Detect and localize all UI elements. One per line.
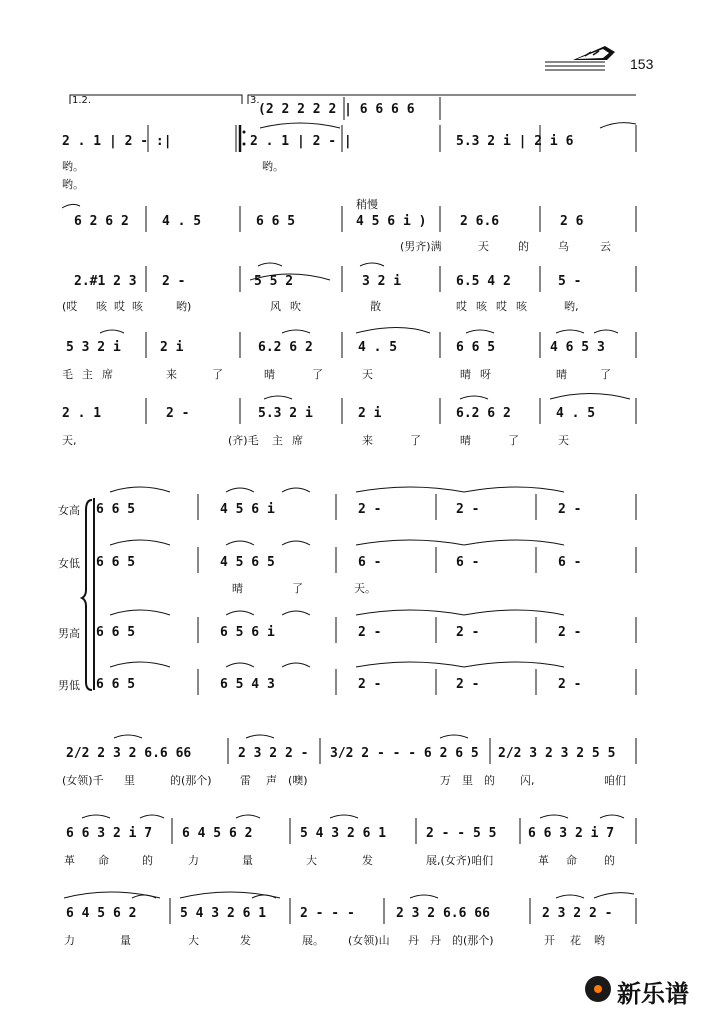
lyric-row-4-4: 来	[166, 368, 177, 381]
lyric-row-3-6: 风	[270, 300, 281, 313]
notes-row-8-m3: 2 - - -	[300, 906, 355, 921]
notes-row-1-m2: 2 . 1 | 2 - |	[250, 134, 352, 149]
lyric-row-6-10: 闪,	[520, 774, 535, 787]
lyric-row-6-8: 里	[462, 774, 473, 787]
watermark-text: 新乐谱	[617, 980, 689, 1008]
notes-row-2-m6: 2 6	[560, 214, 584, 229]
lyric-row-3-13: 哟,	[564, 300, 579, 313]
notes-row-8-m5: 2 3 2 2 -	[542, 906, 613, 921]
notes-row-6-m3: 3/2 2 - - - 6 2 6 5	[330, 746, 479, 761]
choir-alto-m4: 6 -	[456, 555, 480, 570]
notes-row-5-m1: 2 . 1	[62, 406, 102, 421]
watermark-logo	[585, 972, 705, 1006]
notes-row-4-m1: 5 3 2 i	[66, 340, 121, 355]
lyric-row-4-1: 毛	[62, 368, 73, 381]
choir-lyric-2: 了	[292, 582, 303, 595]
lyric-row-3-9: 哎	[456, 300, 467, 313]
choir-soprano-m3: 2 -	[358, 502, 382, 517]
notes-row-3-m5: 6.5 4 2	[456, 274, 511, 289]
lyric-row-8-8: 丹	[430, 934, 441, 947]
lyric-row-3-4: 咳	[132, 300, 143, 313]
lyric-row-5-9: 天	[558, 434, 569, 447]
choir-alto-m3: 6 -	[358, 555, 382, 570]
choir-soprano-m2: 4 5 6 i	[220, 502, 275, 517]
lyric-row-8-11: 花	[570, 934, 581, 947]
lyric-row-8-5: 展。	[302, 934, 324, 947]
lyric-row-8-10: 开	[544, 934, 555, 947]
lyric-row-3-7: 吹	[290, 300, 301, 313]
lyric-row-3-10: 咳	[476, 300, 487, 313]
choir-bass-m5: 2 -	[558, 677, 582, 692]
lyric-row-5-7: 晴	[460, 434, 471, 447]
choir-tenor-m5: 2 -	[558, 625, 582, 640]
voice-label-bass: 男低	[58, 679, 80, 692]
lyric-row-4-8: 天	[362, 368, 373, 381]
notes-row-2-m5: 2 6.6	[460, 214, 500, 229]
choir-alto-m5: 6 -	[558, 555, 582, 570]
notes-row-7-m4: 2 - - 5 5	[426, 826, 497, 841]
choir-tenor-m2: 6 5 6 i	[220, 625, 275, 640]
lyric-row-8-1: 力	[64, 934, 75, 947]
lyric-row-2-2: 天	[478, 240, 489, 253]
notes-row-4-m5: 6 6 5	[456, 340, 496, 355]
lyric-row-8-3: 大	[188, 934, 199, 947]
notes-row-3-m3: 5 5 2	[254, 274, 294, 289]
lyric-row-7-1: 革	[64, 854, 75, 867]
lyric-row-1-a: 哟。	[62, 160, 84, 173]
lyric-row-4-5: 了	[212, 368, 223, 381]
lyric-row-3-8: 散	[370, 300, 381, 313]
notes-row-4-m3: 6.2 6 2	[258, 340, 313, 355]
notes-row-6-m4: 2/2 3 2 3 2 5 5	[498, 746, 616, 761]
lyric-row-6-4: 雷	[240, 774, 251, 787]
lyric-row-6-5: 声	[266, 774, 277, 787]
choir-alto-m1: 6 6 5	[96, 555, 136, 570]
notes-row-1-pickup: (2 2 2 2 2 | 6 6 6 6	[258, 102, 415, 117]
notes-row-8-m4: 2 3 2 6.6 66	[396, 906, 490, 921]
lyric-row-7-11: 的	[604, 854, 615, 867]
notes-row-7-m2: 6 4 5 6 2	[182, 826, 253, 841]
choir-soprano-m1: 6 6 5	[96, 502, 136, 517]
lyric-row-2-1: (男齐)满	[400, 240, 442, 253]
notes-row-7-m5: 6 6 3 2 i 7	[528, 826, 615, 841]
page-number: 153	[630, 56, 654, 72]
choir-lyric-3: 天。	[354, 582, 376, 595]
lyric-row-1-b: 哟。	[262, 160, 284, 173]
notes-row-6-m2: 2 3 2 2 -	[238, 746, 309, 761]
choir-bass-m4: 2 -	[456, 677, 480, 692]
notes-row-5-m6: 4 . 5	[556, 406, 596, 421]
choir-tenor-m1: 6 6 5	[96, 625, 136, 640]
lyric-row-3-12: 咳	[516, 300, 527, 313]
notes-row-5-m2: 2 -	[166, 406, 190, 421]
lyric-row-7-5: 量	[242, 854, 253, 867]
choir-lyric-1: 晴	[232, 582, 243, 595]
lyric-row-6-1: (女领)千	[62, 774, 104, 787]
lyric-row-4-11: 晴	[556, 368, 567, 381]
choir-tenor-m4: 2 -	[456, 625, 480, 640]
notes-row-1-m3: 5.3 2 i | 2 i 6	[456, 134, 574, 149]
lyric-row-2-3: 的	[518, 240, 529, 253]
lyric-row-5-6: 了	[410, 434, 421, 447]
notes-row-3-m6: 5 -	[558, 274, 582, 289]
lyric-row-5-5: 来	[362, 434, 373, 447]
notes-row-5-m4: 2 i	[358, 406, 382, 421]
lyric-row-4-7: 了	[312, 368, 323, 381]
tempo-mark: 稍慢	[356, 198, 378, 211]
first-ending-label: 1.2.	[72, 95, 92, 106]
lyric-row-7-4: 力	[188, 854, 199, 867]
lyric-row-7-6: 大	[306, 854, 317, 867]
lyric-row-4-2: 主	[82, 368, 93, 381]
lyric-row-7-8: 展,(女齐)咱们	[426, 854, 494, 867]
choir-alto-m2: 4 5 6 5	[220, 555, 275, 570]
lyric-row-3-2: 咳	[96, 300, 107, 313]
voice-label-soprano: 女高	[58, 504, 80, 517]
lyric-row-7-3: 的	[142, 854, 153, 867]
lyric-row-6-7: 万	[440, 774, 451, 787]
lyric-row-4-6: 晴	[264, 368, 275, 381]
lyric-row-7-9: 革	[538, 854, 549, 867]
lyric-row-3-5: 哟)	[176, 300, 192, 313]
lyric-row-7-7: 发	[362, 854, 373, 867]
notes-row-4-m2: 2 i	[160, 340, 184, 355]
lyric-row-3-1: (哎	[62, 300, 78, 313]
lyric-row-6-11: 咱们	[604, 774, 626, 787]
lyric-row-8-6: (女领)山	[348, 934, 390, 947]
notes-row-5-m5: 6.2 6 2	[456, 406, 511, 421]
notes-row-4-m4: 4 . 5	[358, 340, 398, 355]
lyric-row-6-9: 的	[484, 774, 495, 787]
lyric-row-8-9: 的(那个)	[452, 934, 494, 947]
lyric-row-4-9: 晴	[460, 368, 471, 381]
lyric-row-5-1: 天,	[62, 434, 77, 447]
lyric-row-5-4: 席	[292, 434, 303, 447]
lyric-row-8-4: 发	[240, 934, 251, 947]
notes-row-1-m1: 2 . 1 | 2 - :|	[62, 134, 172, 149]
lyric-row-8-12: 哟	[594, 934, 605, 947]
vinyl-disc-icon	[585, 976, 611, 1002]
lyric-row-8-7: 丹	[408, 934, 419, 947]
notes-row-3-m2: 2 -	[162, 274, 186, 289]
lyric-row-2-4: 乌	[558, 240, 569, 253]
notes-row-2-m1: 6 2 6 2	[74, 214, 129, 229]
notes-row-2-m4: 4 5 6 i )	[356, 214, 427, 229]
lyric-row-1-c: 哟。	[62, 178, 84, 191]
lyric-row-8-2: 量	[120, 934, 131, 947]
notes-row-2-m3: 6 6 5	[256, 214, 296, 229]
notes-row-4-m6: 4 6 5 3	[550, 340, 605, 355]
notes-row-8-m2: 5 4 3 2 6 1	[180, 906, 267, 921]
lyric-row-7-2: 命	[98, 854, 109, 867]
second-ending-label: 3.	[250, 95, 260, 106]
piano-icon	[545, 44, 617, 74]
lyric-row-6-3: 的(那个)	[170, 774, 212, 787]
choir-bass-m1: 6 6 5	[96, 677, 136, 692]
lyric-row-5-8: 了	[508, 434, 519, 447]
notes-row-7-m3: 5 4 3 2 6 1	[300, 826, 387, 841]
notes-row-5-m3: 5.3 2 i	[258, 406, 313, 421]
lyric-row-5-2: (齐)毛	[228, 434, 259, 447]
choir-soprano-m4: 2 -	[456, 502, 480, 517]
notes-row-6-m1: 2/2 2 3 2 6.6 66	[66, 746, 192, 761]
lyric-row-5-3: 主	[272, 434, 283, 447]
notes-row-8-m1: 6 4 5 6 2	[66, 906, 137, 921]
choir-bass-m3: 2 -	[358, 677, 382, 692]
notes-row-3-m4: 3 2 i	[362, 274, 402, 289]
lyric-row-4-10: 呀	[480, 368, 491, 381]
choir-tenor-m3: 2 -	[358, 625, 382, 640]
notes-row-3-m1: 2.#1 2 3	[74, 274, 137, 289]
choir-bass-m2: 6 5 4 3	[220, 677, 275, 692]
lyric-row-2-5: 云	[600, 240, 611, 253]
choir-soprano-m5: 2 -	[558, 502, 582, 517]
lyric-row-7-10: 命	[566, 854, 577, 867]
lyric-row-6-2: 里	[124, 774, 135, 787]
voice-label-alto: 女低	[58, 557, 80, 570]
notes-row-2-m2: 4 . 5	[162, 214, 202, 229]
lyric-row-3-11: 哎	[496, 300, 507, 313]
lyric-row-3-3: 哎	[114, 300, 125, 313]
lyric-row-6-6: (噢)	[288, 774, 308, 787]
notes-row-7-m1: 6 6 3 2 i 7	[66, 826, 153, 841]
lyric-row-4-3: 席	[102, 368, 113, 381]
voice-label-tenor: 男高	[58, 627, 80, 640]
lyric-row-4-12: 了	[600, 368, 611, 381]
